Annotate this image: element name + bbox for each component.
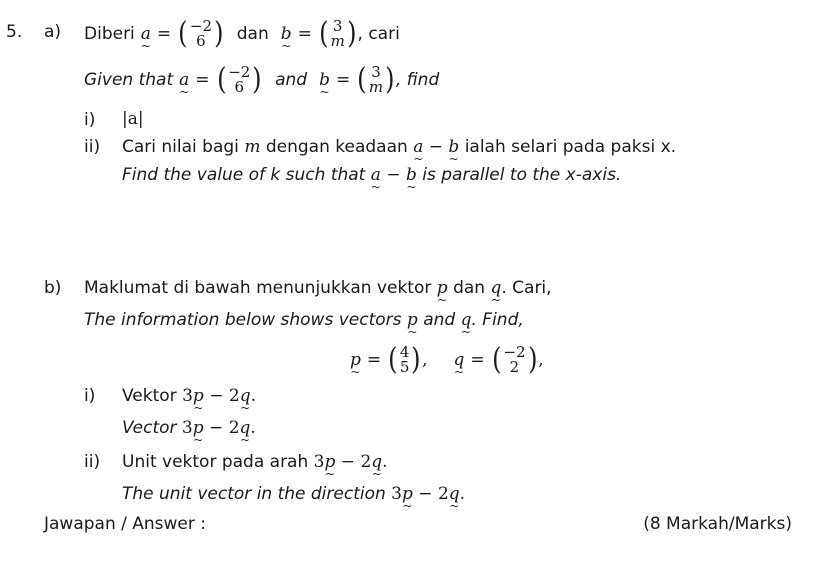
coef-p: 3 [182,386,193,406]
vector-p-symbol: p ~ [193,388,204,405]
vector-q-column: ( −2 2 ) [491,342,538,377]
period: . [459,484,466,504]
malay-vektor: Vektor [122,386,177,406]
variable-k: k [270,165,281,185]
vector-q-symbol: q ~ [240,420,251,437]
vector-q-symbol: q ~ [454,352,465,369]
vector-b-symbol: b ~ [406,167,417,184]
vector-p-symbol: p ~ [407,312,418,329]
vector-p-symbol: p ~ [193,420,204,437]
vector-a-bottom: 6 [196,32,206,50]
part-b-ii-english [122,486,465,503]
vector-p-column: ( 4 5 ) [388,342,421,377]
part-a-i-label: i) [84,110,96,130]
minus-sign: − [386,165,401,185]
vector-q-bottom: 2 [509,358,520,376]
vector-b-column: ( 3 m ) [319,16,357,51]
english-and: and [275,69,308,90]
variable-m: m [244,137,261,157]
malay-dan: dan [236,23,269,44]
part-b-i-label: i) [84,386,96,406]
period: . [382,452,388,472]
part-b-i-english [122,420,256,437]
part-b-ii-malay [122,454,388,471]
equals-sign: = [156,23,172,44]
coef-p: 3 [181,418,193,438]
english-vector: Vector [122,418,177,438]
part-b-english-intro [84,312,524,329]
comma: , [422,349,428,370]
marks-label: (8 Markah/Marks) [643,514,792,534]
part-a-ii-malay [122,139,676,156]
vector-a-symbol: a ~ [179,72,189,89]
part-a-ii-label: ii) [84,137,101,157]
equals-sign: = [335,69,351,90]
question-number: 5. [6,22,23,42]
vector-b-symbol: b ~ [281,26,292,43]
minus-sign: − [209,418,224,438]
comma: , [538,349,544,370]
vector-a-symbol: a ~ [413,139,423,156]
vector-a-bottom: 6 [234,78,245,96]
malay-unit-vektor: Unit vektor pada arah [122,452,309,472]
equals-sign: = [195,69,210,90]
part-a-i-expression: |a| [122,109,144,129]
english-and: and [423,310,456,330]
vector-b-top: 3 [332,17,343,35]
part-b-label: b) [44,278,62,298]
coef-q: 2 [228,386,240,406]
vector-b-symbol: b ~ [319,72,330,89]
coef-q: 2 [437,484,449,504]
malay-cari-nilai: Cari nilai bagi [122,137,239,157]
minus-sign: − [418,484,433,504]
vector-p-symbol: p ~ [350,352,361,369]
equals-sign: = [470,349,485,370]
vector-a-symbol: a ~ [371,167,381,184]
equals-sign: = [297,23,312,44]
coef-q: 2 [360,452,372,472]
vector-a-top: −2 [189,17,213,35]
coef-q: 2 [228,418,240,438]
malay-cari: , cari [357,23,400,44]
vector-b-bottom: m [330,32,345,50]
malay-dan: dan [453,278,486,298]
english-parallel: is parallel to the x-axis. [422,165,622,185]
vector-p-bottom: 5 [399,358,410,376]
vector-a-column: ( −2 6 ) [216,62,262,97]
vector-definitions [350,340,544,380]
part-b-i-malay [122,388,256,405]
vector-p-symbol: p ~ [437,280,448,297]
malay-selari: ialah selari pada paksi x. [464,137,677,157]
vector-p-symbol: p ~ [325,454,336,471]
malay-diberi: Diberi [84,23,135,44]
vector-b-column: ( 3 m ) [357,62,395,97]
vector-b-symbol: b ~ [448,139,459,156]
coef-p: 3 [391,484,402,504]
part-b-malay-intro [84,280,552,297]
vector-q-top: −2 [503,343,526,361]
english-find-value: Find the value of [122,165,265,185]
vector-p-symbol: p ~ [402,486,413,503]
malay-maklumat: Maklumat di bawah menunjukkan vektor [84,278,432,298]
part-a-malay-given [84,14,400,54]
vector-b-bottom: m [368,78,384,96]
english-unit-vector: The unit vector in the direction [122,484,386,504]
malay-dengan-keadaan: dengan keadaan [265,137,408,157]
part-a-label: a) [44,22,62,42]
vector-q-symbol: q ~ [490,280,501,297]
malay-cari: . Cari, [501,278,552,298]
vector-a-column: ( −2 6 ) [178,16,224,51]
answer-label: Jawapan / Answer : [44,514,207,534]
vector-a-top: −2 [228,63,251,81]
vector-q-symbol: q ~ [240,388,251,405]
coef-p: 3 [313,452,325,472]
minus-sign: − [428,137,443,157]
english-find: , find [395,69,440,90]
vector-q-symbol: q ~ [449,486,460,503]
vector-q-symbol: q ~ [371,454,382,471]
part-a-english-given [84,60,439,100]
minus-sign: − [340,452,356,472]
vector-a-symbol: a ~ [141,26,151,43]
part-a-ii-english [122,167,621,184]
period: . [250,418,256,438]
vector-p-top: 4 [399,343,410,361]
minus-sign: − [209,386,224,406]
english-information: The information below shows vectors [84,310,402,330]
english-find: . Find, [471,310,524,330]
vector-b-top: 3 [371,63,381,81]
english-such-that: such that [285,165,366,185]
period: . [250,386,256,406]
english-given-that: Given that [84,69,174,90]
equals-sign: = [366,349,382,370]
vector-q-symbol: q ~ [461,312,472,329]
part-b-ii-label: ii) [84,452,101,472]
